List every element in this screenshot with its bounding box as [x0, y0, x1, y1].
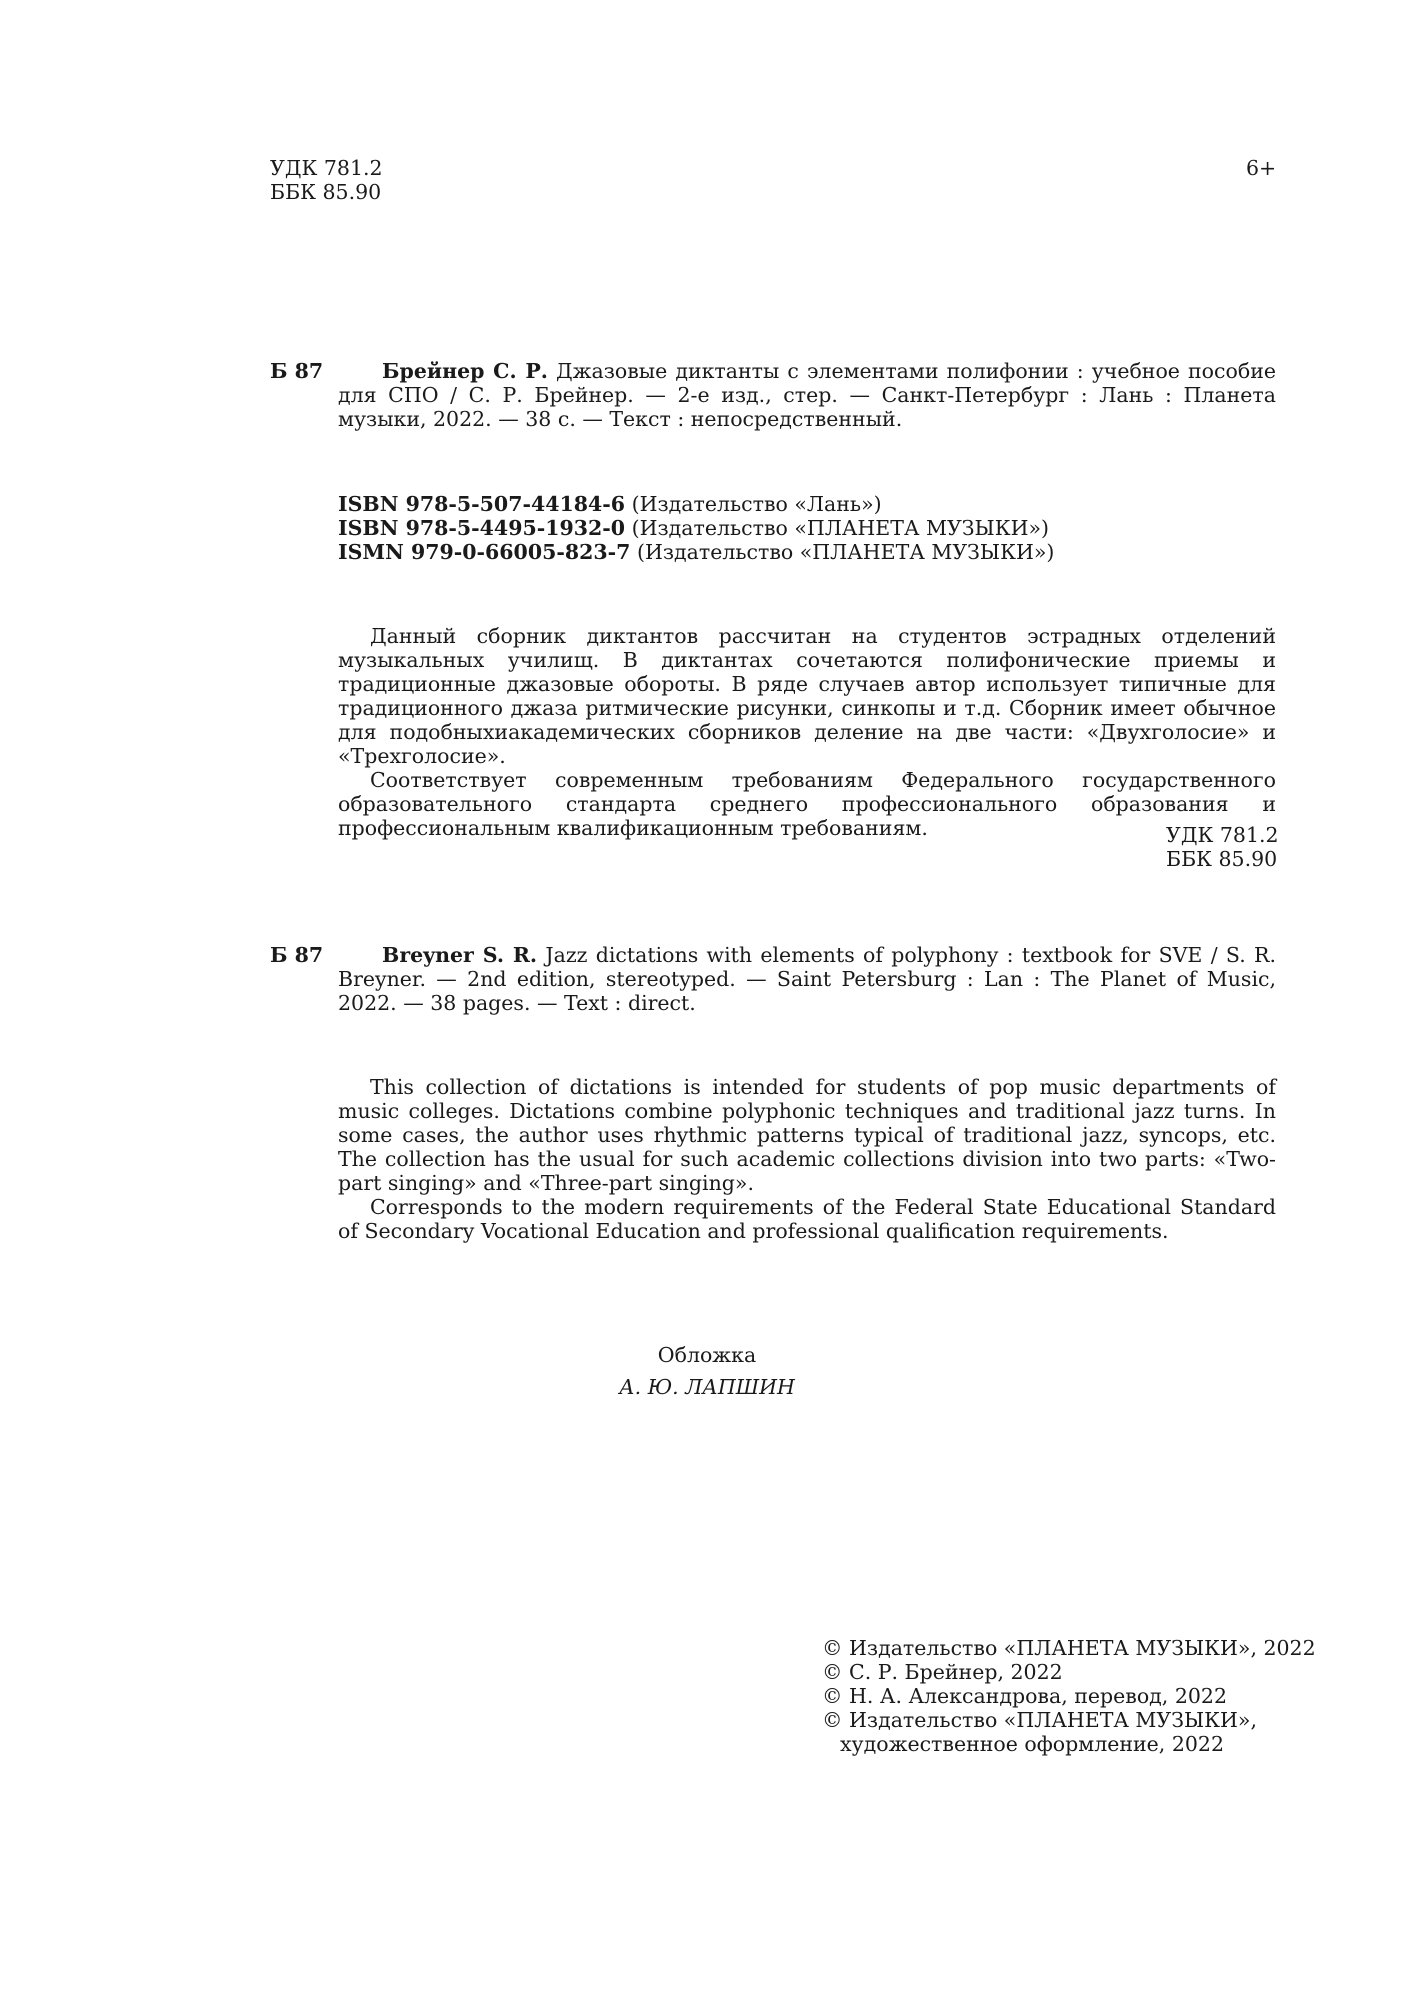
annotation-en — [338, 1075, 1276, 1243]
ismn-publisher: (Издательство «ПЛАНЕТА МУЗЫКИ») — [636, 540, 1055, 564]
annotation-ru-paragraph-1: Данный сборник диктантов рассчитан на студентов эстрадных отделений музыкальных училищ. В диктантах сочетаются полифонические приемы и традиционные джазовые обороты. В ряде случаев автор использует типичные для традиционного джаза ритмические рисунки, синкопы и т.д. Сборник имеет обычное для подобныхиакадемических сборников деление на две части: «Двухголосие» и «Трехголосие». — [338, 624, 1276, 768]
isbn-publisher: (Издательство «ПЛАНЕТА МУЗЫКИ») — [631, 516, 1050, 540]
annotation-ru-paragraph-2: Соответствует современным требованиям Федерального государственного образовательного стандарта среднего профессионального образования и профессиональным квалификационным требованиям. — [338, 768, 1276, 840]
catalog-label-en: Б 87 — [270, 943, 324, 967]
isbn-code: ISBN 978-5-4495-1932-0 — [338, 516, 626, 540]
isbn-code: ISBN 978-5-507-44184-6 — [338, 492, 626, 516]
cover-artist: А. Ю. ЛАПШИН — [619, 1375, 795, 1399]
annotation-ru — [338, 624, 1276, 840]
isbn-line — [338, 516, 1276, 540]
entry-text-en: Jazz dictations with elements of polyphony : textbook for SVE / S. R. Breyner. — 2nd edition, stereotyped. — Saint Petersburg : Lan : The Planet of Music, 2022. — 38 pages. — Text : direct. — [338, 943, 1276, 1015]
classification-codes-annotation — [1166, 823, 1279, 871]
isbn-line — [338, 492, 1276, 516]
ismn-line — [338, 540, 1276, 564]
copyright-line: © Н. А. Александрова, перевод, 2022 — [822, 1684, 1227, 1708]
catalog-label-ru: Б 87 — [270, 359, 324, 383]
entry-text-ru: Джазовые диктанты с элементами полифонии : учебное пособие для СПО / С. Р. Брейнер. — 2-е изд., стер. — Санкт-Петербург : Лань : Планета музыки, 2022. — 38 с. — Текст : непосредственный. — [338, 359, 1276, 431]
copyright-line-continuation: художественное оформление, 2022 — [840, 1732, 1225, 1756]
cover-label: Обложка — [657, 1343, 757, 1367]
isbn-publisher: (Издательство «Лань») — [631, 492, 882, 516]
copyright-line: © С. Р. Брейнер, 2022 — [822, 1660, 1063, 1684]
annotation-en-paragraph-2: Corresponds to the modern requirements of the Federal State Educational Standard of Secondary Vocational Education and professional qualification requirements. — [338, 1195, 1276, 1243]
classification-codes-top — [270, 156, 383, 204]
copyright-line: © Издательство «ПЛАНЕТА МУЗЫКИ», 2022 — [822, 1636, 1316, 1660]
copyright-block — [822, 1636, 1316, 1756]
udk-code: УДК 781.2 — [270, 156, 383, 180]
author-en: Breyner S. R. — [382, 943, 538, 967]
ismn-code: ISMN 979-0-66005-823-7 — [338, 540, 631, 564]
bbk-code: ББК 85.90 — [1166, 847, 1278, 871]
bbk-code: ББК 85.90 — [270, 180, 382, 204]
annotation-en-paragraph-1: This collection of dictations is intended for students of pop music departments of music colleges. Dictations combine polyphonic techniques and traditional jazz turns. In some cases, the author uses rhythmic patterns typical of traditional jazz, syncops, etc. The collection has the usual for such academic collections division into two parts: «Two-part singing» and «Three-part singing». — [338, 1075, 1276, 1195]
udk-code: УДК 781.2 — [1166, 823, 1279, 847]
bibliographic-entry-en — [338, 943, 1276, 1015]
author-ru: Брейнер С. Р. — [382, 359, 548, 383]
isbn-list — [338, 492, 1276, 564]
age-rating: 6+ — [1246, 156, 1277, 180]
copyright-line: © Издательство «ПЛАНЕТА МУЗЫКИ», — [822, 1708, 1257, 1732]
cover-credit — [0, 1343, 1414, 1399]
bibliographic-entry-ru — [338, 359, 1276, 431]
